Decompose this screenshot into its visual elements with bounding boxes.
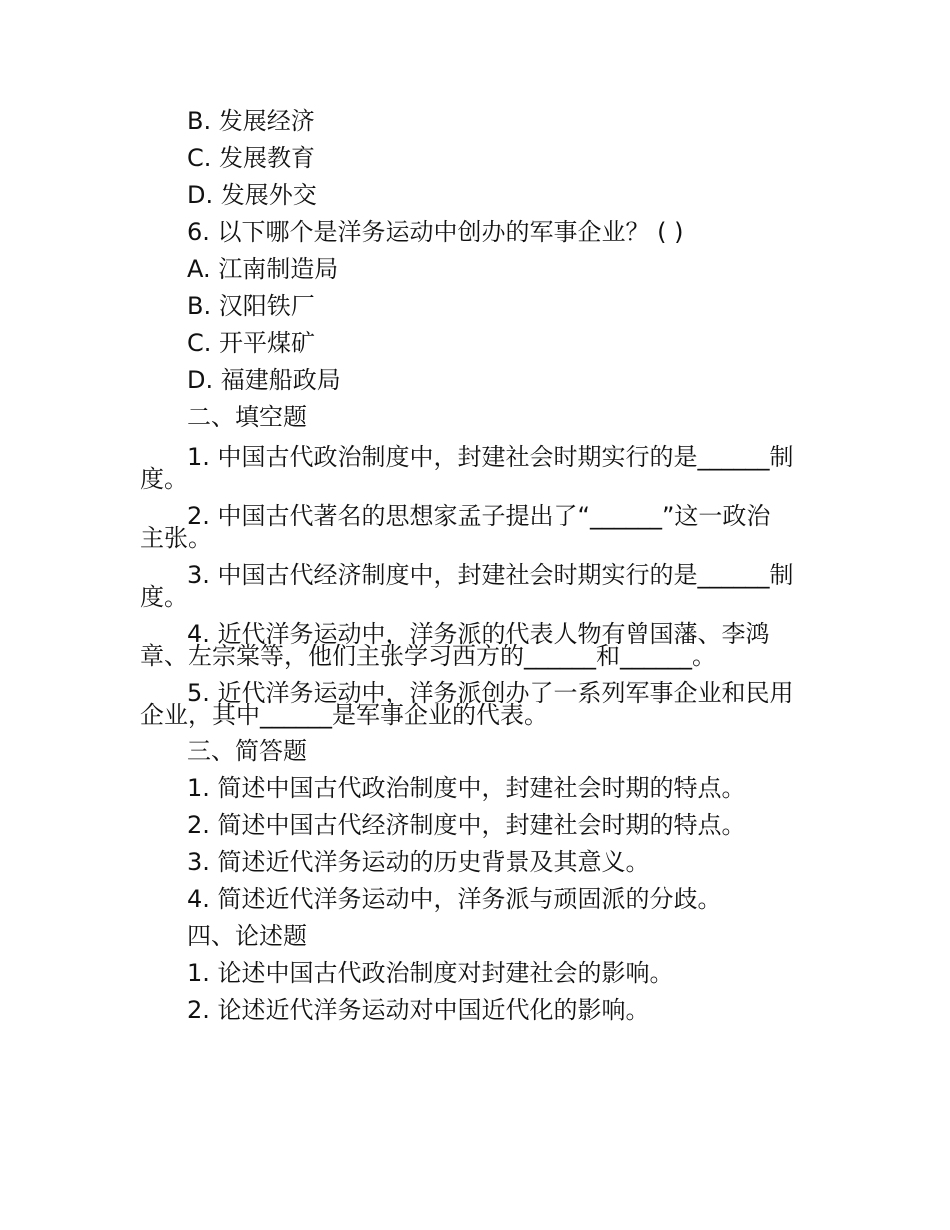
short-answer-item-2: 2. 简述中国古代经济制度中，封建社会时期的特点。 <box>187 811 746 839</box>
fill-item-3 <box>140 561 820 611</box>
fill-item-2-line-1: 2. 中国古代著名的思想家孟子提出了“______”这一政治 <box>187 502 771 530</box>
fill-item-2 <box>140 502 820 552</box>
question-6-option-b: B. 汉阳铁厂 <box>187 292 315 320</box>
fill-item-3-line-2: 度。 <box>140 583 188 611</box>
fill-item-4 <box>140 620 820 670</box>
option-c-develop-education: C. 发展教育 <box>187 144 316 172</box>
essay-item-2: 2. 论述近代洋务运动对中国近代化的影响。 <box>187 996 650 1024</box>
fill-section-heading: 二、填空题 <box>187 403 307 431</box>
option-b-develop-economy: B. 发展经济 <box>187 107 315 135</box>
option-d-develop-diplomacy: D. 发展外交 <box>187 181 317 209</box>
question-6-option-a: A. 江南制造局 <box>187 255 339 283</box>
fill-item-1-line-2: 度。 <box>140 465 188 493</box>
fill-item-5-line-1: 5. 近代洋务运动中，洋务派创办了一系列军事企业和民用 <box>187 679 794 707</box>
question-6-stem: 6. 以下哪个是洋务运动中创办的军事企业？ ( ) <box>187 218 684 246</box>
short-answer-section-heading: 三、简答题 <box>187 737 307 765</box>
fill-item-3-line-1: 3. 中国古代经济制度中，封建社会时期实行的是______制 <box>187 561 794 589</box>
short-answer-item-4: 4. 简述近代洋务运动中，洋务派与顽固派的分歧。 <box>187 885 722 913</box>
question-6-option-c: C. 开平煤矿 <box>187 329 316 357</box>
fill-item-2-line-2: 主张。 <box>140 524 212 552</box>
fill-item-1 <box>140 443 820 493</box>
essay-item-1: 1. 论述中国古代政治制度对封建社会的影响。 <box>187 959 674 987</box>
short-answer-item-3: 3. 简述近代洋务运动的历史背景及其意义。 <box>187 848 650 876</box>
fill-item-1-line-1: 1. 中国古代政治制度中，封建社会时期实行的是______制 <box>187 443 794 471</box>
short-answer-item-1: 1. 简述中国古代政治制度中，封建社会时期的特点。 <box>187 774 746 802</box>
question-6-option-d: D. 福建船政局 <box>187 366 341 394</box>
essay-section-heading: 四、论述题 <box>187 922 307 950</box>
fill-item-5 <box>140 679 820 729</box>
fill-item-5-line-2: 企业，其中______是军事企业的代表。 <box>140 701 548 729</box>
fill-item-4-line-1: 4. 近代洋务运动中，洋务派的代表人物有曾国藩、李鸿 <box>187 620 770 648</box>
fill-item-4-line-2: 章、左宗棠等，他们主张学习西方的______和______。 <box>140 642 716 670</box>
